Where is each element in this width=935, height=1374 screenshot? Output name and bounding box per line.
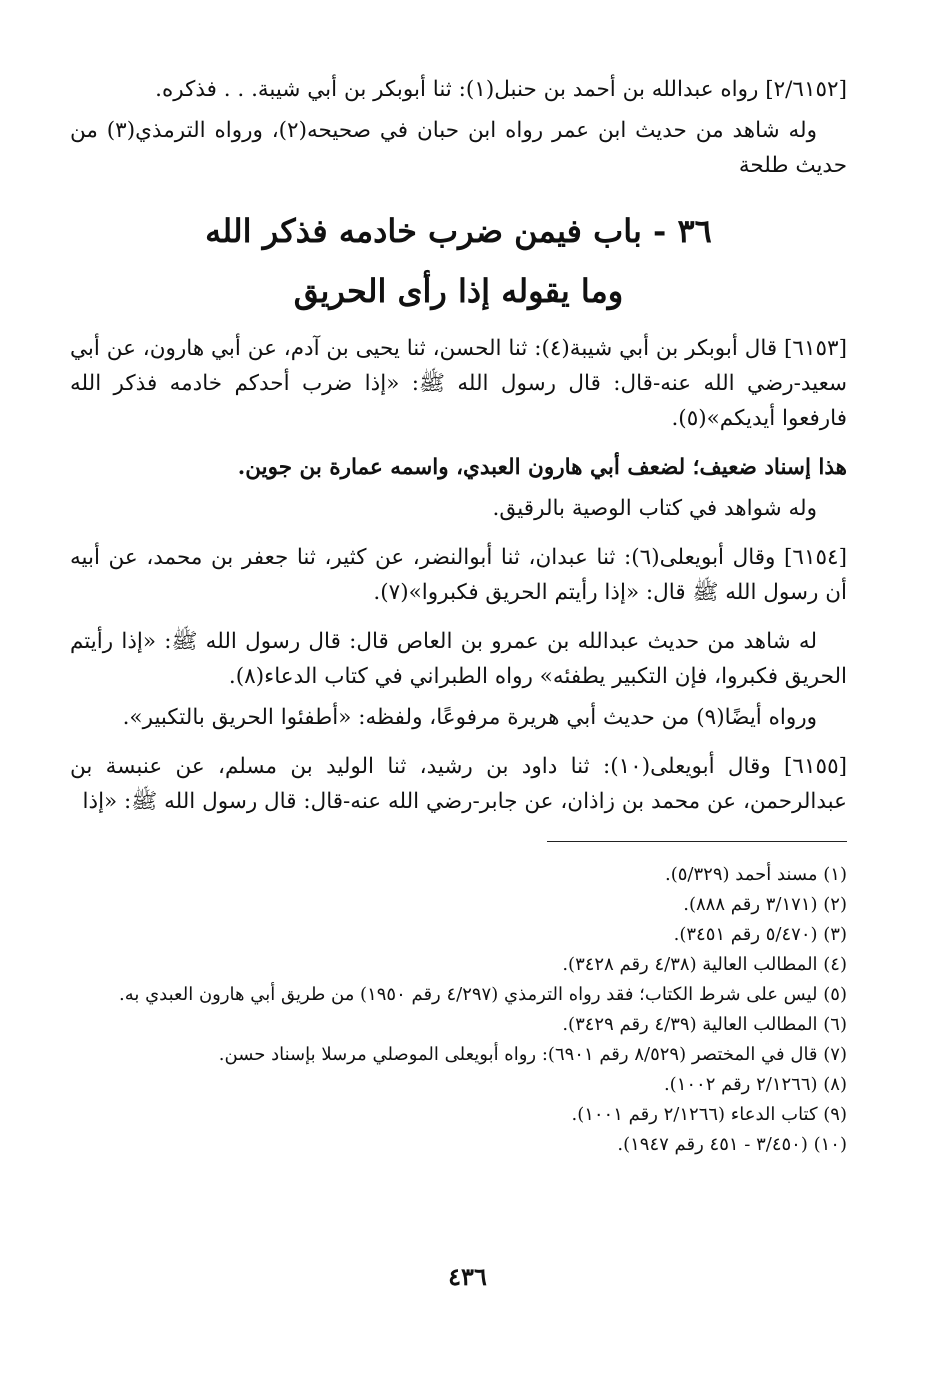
footnote-10: (١٠) (٣/٤٥٠ - ٤٥١ رقم ١٩٤٧). [617,1134,847,1155]
footnote-7: (٧) قال في المختصر (٨/٥٢٩ رقم ٦٩٠١): رواه أبويعلى الموصلي مرسلا بإسناد حسن. [218,1044,847,1065]
witness-paragraph-ibn-umar: وله شاهد من حديث ابن عمر رواه ابن حبان في صحيحه(٢)، ورواه الترمذي(٣) من حديث طلحة [70,118,847,178]
footnote-4: (٤) المطالب العالية (٤/٣٨ رقم ٣٤٢٨). [562,954,847,975]
chapter-heading-line-2: وما يقوله إذا رأى الحريق [293,272,624,310]
page-number: ٤٣٦ [448,1262,487,1291]
chapter-heading [70,201,847,321]
hadith-6152-paragraph: [٢/٦١٥٢] رواه عبدالله بن أحمد بن حنبل(١): ثنا أبوبكر بن أبي شيبة. . . فذكره. [155,77,847,102]
hadith-6153-paragraph: [٦١٥٣] قال أبوبكر بن أبي شيبة(٤): ثنا الحسن، ثنا يحيى بن آدم، عن أبي هارون، عن أبي سعيد-رضي الله عنه-قال: قال رسول الله ﷺ: «إذا ضرب أحدكم خادمه فذكر الله فارفعوا أيديكم»(٥). [70,336,847,431]
footnotes-list [70,860,847,1160]
footnote-divider [547,841,847,842]
witness-abu-hurayra: ورواه أيضًا(٩) من حديث أبي هريرة مرفوعًا، ولفظه: «أطفئوا الحريق بالتكبير». [122,705,817,730]
footnote-1: (١) مسند أحمد (٥/٣٢٩). [665,864,847,885]
chapter-heading-line-1: ٣٦ - باب فيمن ضرب خادمه فذكر الله [205,212,712,250]
footnote-2: (٢) (٣/١٧١ رقم ٨٨٨). [683,894,847,915]
hadith-6155-paragraph: [٦١٥٥] وقال أبويعلى(١٠): ثنا داود بن رشيد، ثنا الوليد بن مسلم، عن عنبسة بن عبدالرحمن، عن محمد بن زاذان، عن جابر-رضي الله عنه-قال: قال رسول الله ﷺ: «إذا [70,754,848,814]
witnesses-note: وله شواهد في كتاب الوصية بالرقيق. [492,496,817,521]
isnad-weak-note: هذا إسناد ضعيف؛ لضعف أبي هارون العبدي، واسمه عمارة بن جوين. [237,455,847,480]
footnote-5: (٥) ليس على شرط الكتاب؛ فقد رواه الترمذي (٤/٢٩٧ رقم ١٩٥٠) من طريق أبي هارون العبدي به. [118,984,847,1005]
footnote-6: (٦) المطالب العالية (٤/٣٩ رقم ٣٤٢٩). [562,1014,847,1035]
footnote-8: (٨) (٢/١٢٦٦ رقم ١٠٠٢). [663,1074,847,1095]
footnote-9: (٩) كتاب الدعاء (٢/١٢٦٦ رقم ١٠٠١). [571,1104,847,1125]
footnote-3: (٣) (٥/٤٧٠ رقم ٣٤٥١). [673,924,847,945]
hadith-6154-paragraph: [٦١٥٤] وقال أبويعلى(٦): ثنا عبدان، ثنا أبوالنضر، عن كثير، ثنا جعفر بن محمد، عن أبيه أن رسول الله ﷺ قال: «إذا رأيتم الحريق فكبروا»(٧). [70,545,847,605]
witness-abdullah-ibn-amr: له شاهد من حديث عبدالله بن عمرو بن العاص قال: قال رسول الله ﷺ: «إذا رأيتم الحريق فكبروا، فإن التكبير يطفئه» رواه الطبراني في كتاب الدعاء(٨). [70,629,847,689]
